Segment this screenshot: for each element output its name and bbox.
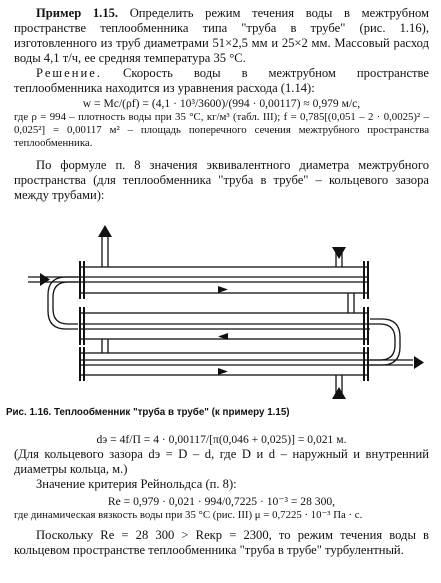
conclusion-paragraph: Поскольку Re = 28 300 > Reкр = 2300, то режим течения воды в кольцевом пространстве теплообменника "труба в трубе" турбулентный. [14,528,429,557]
density-note: где ρ = 994 – плотность воды при 35 °С, кг/м³ (табл. III); f = 0,785[(0,051 – 2 · 0,0025)² – 0,025²] = 0,00117 м² – площадь поперечного сечения межтрубного пространства теплообменника. [14,111,429,149]
example-statement [14,6,429,66]
example-text: Определить режим течения воды в межтрубном пространстве теплообменника типа "труба в трубе" (рис. 1.16), изготовленного из труб диаметрами 51×2,5 мм и 25×2 мм. Массовый расход воды 4,1 т/ч, ее средняя температура 35 °С. [14,6,429,65]
solution-text: Скорость воды в межтрубном пространстве теплообменника находится из уравнения расхода (1.14): [14,66,429,95]
solution-label: Решение. [36,66,102,80]
viscosity-note: где динамическая вязкость воды при 35 °С (рис. III) μ = 0,7225 · 10⁻³ Па · с. [14,509,363,521]
figure-caption: Рис. 1.16. Теплообменник "труба в трубе" (к примеру 1.15) [6,407,290,418]
reynolds-equation: Re = 0,979 · 0,021 · 994/0,7225 · 10⁻³ = 28 300, [107,495,336,508]
equivalent-diameter-paragraph: По формуле п. 8 значения эквивалентного диаметра межтрубного пространства (для теплообменника "труба в трубе" – кольцевого зазора между трубами): [14,158,429,202]
solution-paragraph [14,66,429,96]
velocity-equation: w = Mc/(ρf) = (4,1 · 10³/3600)/(994 · 0,00117) ≈ 0,979 м/с, [82,97,361,110]
equivalent-diameter-equation: dэ = 4f/П = 4 · 0,00117/[π(0,046 + 0,025)] = 0,021 м. [96,433,347,446]
annulus-note: (Для кольцевого зазора dэ = D – d, где D и d – наружный и внутренний диаметры кольца, м.) [14,447,429,476]
heat-exchanger-figure [18,207,428,407]
reynolds-intro: Значение критерия Рейнольдса (п. 8): [36,477,237,491]
example-label: Пример 1.15. [36,6,119,20]
